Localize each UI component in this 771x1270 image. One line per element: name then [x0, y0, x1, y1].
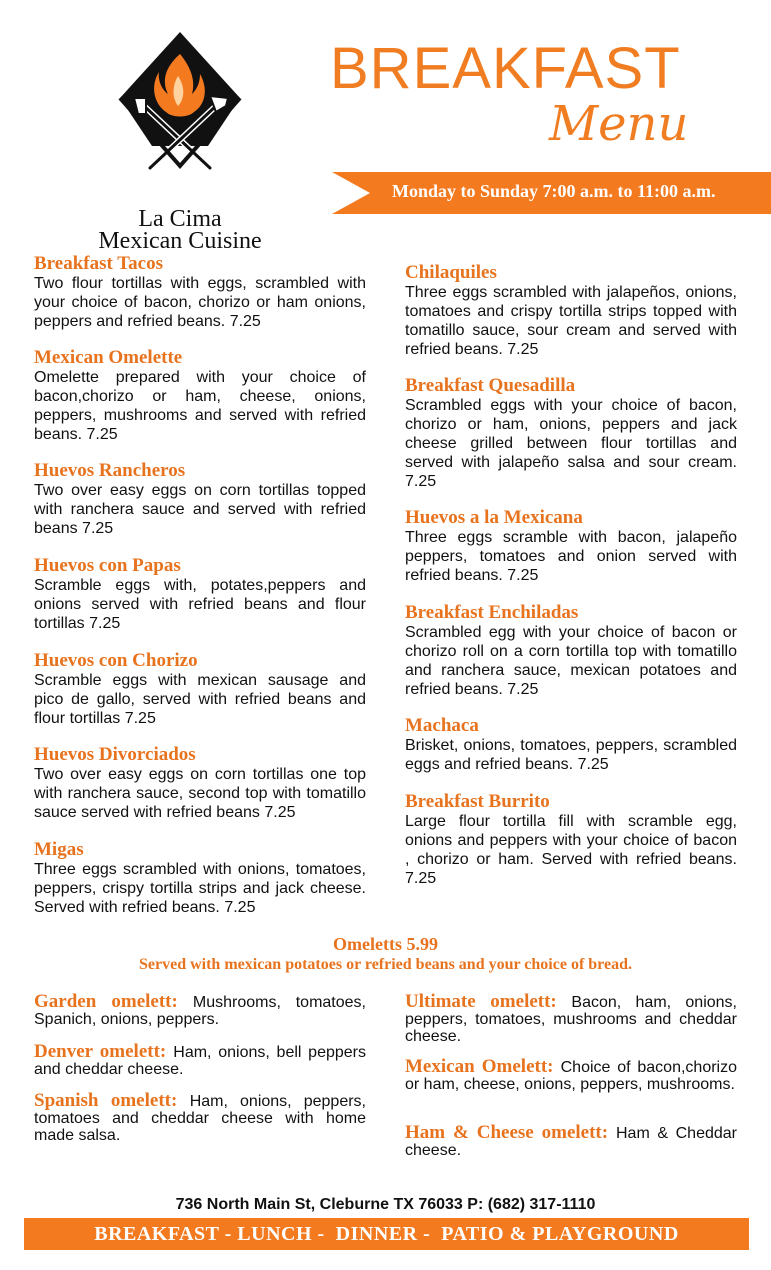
- menu-item-name: Mexican Omelette: [34, 347, 183, 368]
- menu-item: [405, 603, 737, 699]
- menu-item-description: Three eggs scrambled with jalapeños, onions, tomatoes and crispy tortilla strips topped with tomatillo sauce, sour cream and served with refried beans. 7.25: [405, 284, 737, 358]
- restaurant-logo: [70, 28, 290, 254]
- menu-item-description: Omelette prepared with your choice of bacon,chorizo or ham, cheese, onions, peppers, mushrooms and served with refried beans. 7.25: [34, 369, 366, 443]
- menu-item: [34, 556, 366, 633]
- omelett-description: Bacon, ham, onions, peppers, tomatoes, mushrooms and cheddar cheese.: [405, 994, 737, 1045]
- omelett-item: [405, 993, 737, 1045]
- menu-item-description: Two over easy eggs on corn tortillas topped with ranchera sauce and served with refried beans 7.25: [34, 482, 366, 537]
- menu-item-description: Two over easy eggs on corn tortillas one top with ranchera sauce, second top with tomatillo sauce served with refried beans 7.25: [34, 766, 366, 821]
- hours-text: Monday to Sunday 7:00 a.m. to 11:00 a.m.: [392, 181, 716, 201]
- omelett-item: [34, 993, 366, 1028]
- menu-item: [34, 254, 366, 331]
- services-banner: BREAKFAST - LUNCH - DINNER - PATIO & PLAYGROUND: [24, 1218, 749, 1250]
- menu-item: [34, 348, 366, 444]
- menu-item-name: Huevos Divorciados: [34, 744, 196, 765]
- menu-item-description: Brisket, onions, tomatoes, peppers, scrambled eggs and refried beans. 7.25: [405, 737, 737, 773]
- menu-item-name: Breakfast Enchiladas: [405, 602, 579, 623]
- restaurant-name-line1: La Cima: [138, 206, 222, 232]
- restaurant-name-line2: Mexican Cuisine: [98, 228, 262, 254]
- menu-item-description: Two flour tortillas with eggs, scrambled with your choice of bacon, chorizo or ham onions, peppers and refried beans. 7.25: [34, 275, 366, 330]
- menu-item: [405, 792, 737, 888]
- omeletts-note: Served with mexican potatoes or refried beans and your choice of bread.: [138, 956, 632, 973]
- menu-item-name: Huevos a la Mexicana: [405, 507, 583, 528]
- omelett-name: Ham & Cheese omelett:: [405, 1122, 616, 1143]
- menu-item-description: Scrambled egg with your choice of bacon or chorizo roll on a corn tortilla top with tomatillo and ranchera sauce, mexican potatoes and refried beans. 7.25: [405, 624, 737, 698]
- omelett-name: Denver omelett:: [34, 1041, 174, 1062]
- menu-item-name: Breakfast Tacos: [34, 253, 163, 274]
- menu-item: [34, 745, 366, 822]
- menu-item: [405, 716, 737, 774]
- menu-item-name: Chilaquiles: [405, 262, 497, 283]
- menu-item-description: Scramble eggs with, potates,peppers and onions served with refried beans and flour tortillas 7.25: [34, 577, 366, 632]
- menu-item: [34, 651, 366, 728]
- menu-item-description: Large flour tortilla fill with scramble egg, onions and peppers with your choice of bacon , chorizo or ham. Served with refried beans. 7.25: [405, 813, 737, 887]
- menu-item: [34, 461, 366, 538]
- menu-item: [34, 840, 366, 917]
- omelett-description: Ham & Cheddar cheese.: [405, 1125, 738, 1159]
- omelett-item: [405, 1058, 737, 1093]
- menu-title: BREAKFAST: [330, 36, 681, 101]
- omelett-name: Spanish omelett:: [34, 1090, 190, 1111]
- menu-item-name: Machaca: [405, 715, 479, 736]
- omelett-item: [405, 1124, 737, 1159]
- menu-item-name: Huevos con Papas: [34, 555, 181, 576]
- menu-item-name: Migas: [34, 839, 84, 860]
- menu-item-description: Scrambled eggs with your choice of bacon, chorizo or ham, onions, peppers and jack cheese grilled between flour tortillas and served with jalapeño salsa and sour cream. 7.25: [405, 397, 737, 490]
- menu-item: [405, 263, 737, 359]
- omelett-name: Ultimate omelett:: [405, 991, 572, 1012]
- restaurant-name: [70, 208, 290, 252]
- menu-item: [405, 376, 737, 491]
- restaurant-address: 736 North Main St, Cleburne TX 76033 P: (682) 317-1110: [175, 1196, 596, 1213]
- omelett-description: Ham, onions, peppers, tomatoes and cheddar cheese with home made salsa.: [34, 1093, 366, 1144]
- omelett-description: Choice of bacon,chorizo or ham, cheese, onions, peppers, mushrooms.: [405, 1059, 737, 1093]
- omeletts-title: Omeletts 5.99: [333, 934, 438, 954]
- menu-item-name: Huevos Rancheros: [34, 460, 186, 481]
- flame-fork-knife-logo-icon: [112, 28, 248, 178]
- menu-item-name: Breakfast Burrito: [405, 791, 550, 812]
- menu-item-description: Scramble eggs with mexican sausage and pico de gallo, served with refried beans and flour tortillas 7.25: [34, 672, 366, 727]
- omelett-item: [34, 1092, 366, 1144]
- menu-item-description: Three eggs scramble with bacon, jalapeño peppers, tomatoes and onion served with refried beans. 7.25: [405, 529, 737, 584]
- omeletts-header: [0, 934, 771, 975]
- menu-subtitle: Menu: [549, 96, 689, 152]
- omelett-description: Mushrooms, tomatoes, Spanich, onions, peppers.: [34, 994, 366, 1028]
- menu-item-name: Huevos con Chorizo: [34, 650, 198, 671]
- omelett-item: [34, 1043, 366, 1078]
- menu-item-name: Breakfast Quesadilla: [405, 375, 576, 396]
- menu-item: [405, 508, 737, 585]
- omelett-name: Mexican Omelett:: [405, 1056, 561, 1077]
- menu-item-description: Three eggs scrambled with onions, tomatoes, peppers, crispy tortilla strips and jack cheese. Served with refried beans. 7.25: [34, 861, 366, 916]
- omelett-description: Ham, onions, bell peppers and cheddar cheese.: [34, 1044, 366, 1078]
- omelett-name: Garden omelett:: [34, 991, 193, 1012]
